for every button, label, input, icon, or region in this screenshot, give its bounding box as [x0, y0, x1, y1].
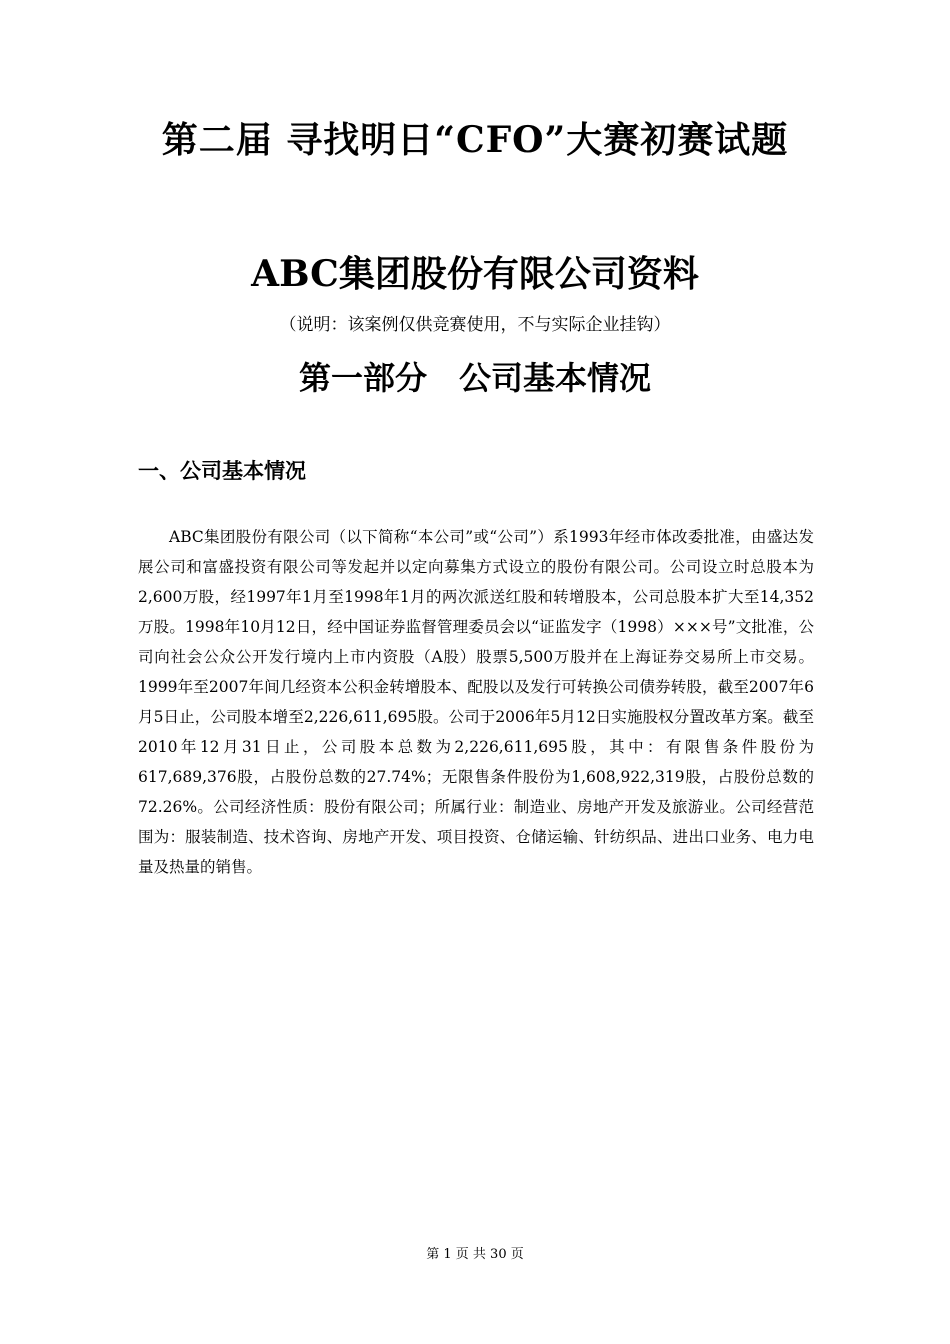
part-title: 第一部分 公司基本情况 [298, 359, 651, 397]
section-heading: 一、公司基本情况 [138, 459, 306, 483]
main-title: 第二届 寻找明日“CFO”大赛初赛试题 [161, 119, 789, 161]
body-paragraph: ABC集团股份有限公司（以下简称“本公司”或“公司”）系1993年经市体改委批准，由盛达发展公司和富盛投资有限公司等发起并以定向募集方式设立的股份有限公司。公司设立时总股本为2,600万股，经1997年1月至1998年1月的两次派送红股和转增股本，公司总股本扩大至14,352万股。1998年10月12日，经中国证券监督管理委员会以“证监发字（1998）×××号”文批准，公司向社会公众公开发行境内上市内资股（A股）股票5,500万股并在上海证券交易所上市交易。1999年至2007年间几经资本公积金转增股本、配股以及发行可转换公司债券转股，截至2007年6月5日止，公司股本增至2,226,611,695股。公司于2006年5月12日实施股权分置改革方案。截至2010年12月31日止，公司股本总数为2,226,611,695股，其中：有限售条件股份为617,689,376股，占股份总数的27.74%；无限售条件股份为1,608,922,319股，占股份总数的72.26%。公司经济性质：股份有限公司；所属行业：制造业、房地产开发及旅游业。公司经营范围为：服装制造、技术咨询、房地产开发、项目投资、仓储运输、针纺织品、进出口业务、电力电量及热量的销售。 [138, 528, 814, 876]
page-footer: 第 1 页 共 30 页 [426, 1247, 524, 1262]
disclaimer-note: （说明：该案例仅供竞赛使用，不与实际企业挂钩） [279, 315, 671, 335]
company-title: ABC集团股份有限公司资料 [251, 253, 699, 295]
